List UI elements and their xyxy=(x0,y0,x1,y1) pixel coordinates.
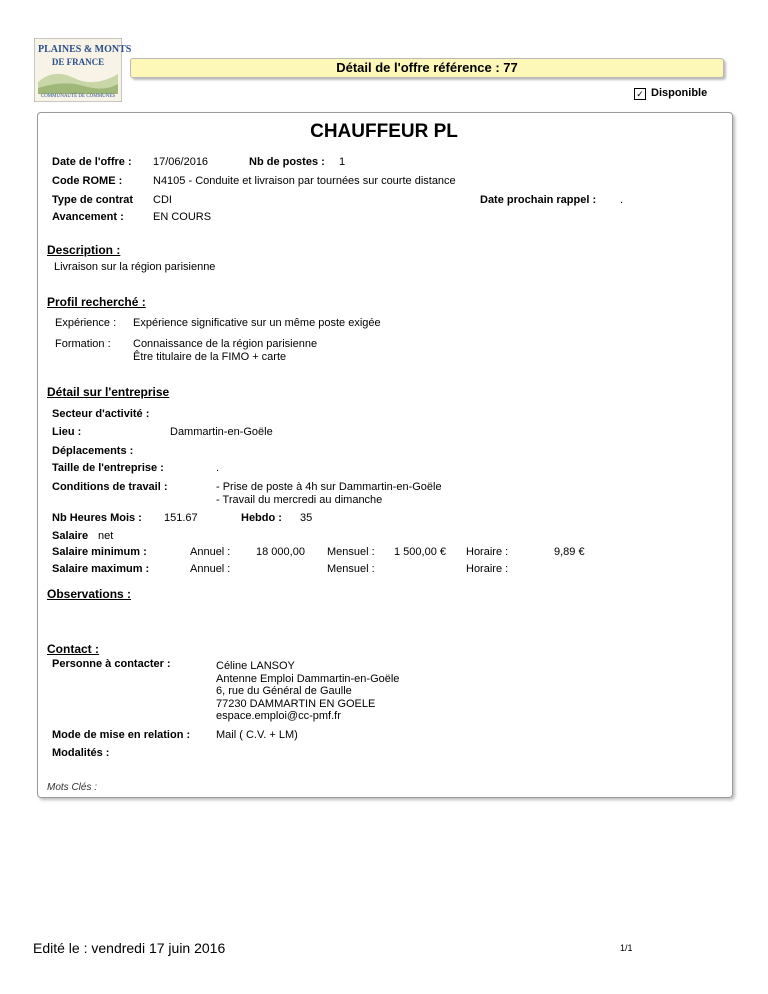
formation-label: Formation : xyxy=(55,338,111,350)
description-heading: Description : xyxy=(47,243,121,257)
modalites-label: Modalités : xyxy=(52,747,110,759)
job-title: CHAUFFEUR PL xyxy=(310,121,458,142)
salaire-max-label: Salaire maximum : xyxy=(52,563,150,575)
personne-label: Personne à contacter : xyxy=(52,658,171,670)
max-horaire-label: Horaire : xyxy=(466,563,509,575)
min-mensuel-label: Mensuel : xyxy=(327,546,375,558)
hebdo-value: 35 xyxy=(300,512,313,524)
offer-reference-title: Détail de l'offre référence : 77 xyxy=(130,58,724,78)
logo-text-line3: COMMUNAUTÉ DE COMMUNES xyxy=(40,94,116,99)
date-value: 17/06/2016 xyxy=(153,156,209,168)
deplacements-label: Déplacements : xyxy=(52,445,134,457)
lieu-value: Dammartin-en-Goële xyxy=(170,426,273,438)
community-logo xyxy=(34,38,132,102)
description-text: Livraison sur la région parisienne xyxy=(54,261,216,273)
contract-value: CDI xyxy=(153,194,172,206)
observations-heading: Observations : xyxy=(47,587,132,601)
salaire-type: net xyxy=(98,530,114,542)
checkbox-icon: ✓ xyxy=(634,88,646,100)
conditions-value: - Prise de poste à 4h sur Dammartin-en-Goële - Travail du mercredi au dimanche xyxy=(216,481,442,506)
conditions-label: Conditions de travail : xyxy=(52,481,168,493)
postes-label: Nb de postes : xyxy=(249,156,325,168)
min-horaire-value: 9,89 € xyxy=(554,546,585,558)
min-horaire-label: Horaire : xyxy=(466,546,509,558)
rappel-label: Date prochain rappel : xyxy=(480,194,597,206)
heures-label: Nb Heures Mois : xyxy=(52,512,142,524)
experience-label: Expérience : xyxy=(55,317,117,329)
taille-value: . xyxy=(216,462,220,474)
secteur-label: Secteur d'activité : xyxy=(52,408,150,420)
edited-date: Edité le : vendredi 17 juin 2016 xyxy=(33,940,226,956)
avancement-label: Avancement : xyxy=(52,211,124,223)
formation-value: Connaissance de la région parisienne Être titulaire de la FIMO + carte xyxy=(133,338,318,363)
rome-label: Code ROME : xyxy=(52,175,123,187)
max-annuel-label: Annuel : xyxy=(190,563,231,575)
hebdo-label: Hebdo : xyxy=(241,512,282,524)
status-label: Disponible xyxy=(651,87,708,99)
personne-value: Céline LANSOY Antenne Emploi Dammartin-en-Goële 6, rue du Général de Gaulle 77230 DAMMARTIN EN GOELE espace.emploi@cc-pmf.fr xyxy=(216,660,400,722)
logo-text-line2: DE FRANCE xyxy=(51,57,105,67)
contract-label: Type de contrat xyxy=(52,194,134,206)
mode-value: Mail ( C.V. + LM) xyxy=(216,729,298,741)
contact-heading: Contact : xyxy=(47,642,99,656)
experience-value: Expérience significative sur un même poste exigée xyxy=(133,317,381,329)
max-mensuel-label: Mensuel : xyxy=(327,563,375,575)
salaire-min-label: Salaire minimum : xyxy=(52,546,147,558)
min-annuel-label: Annuel : xyxy=(190,546,231,558)
rappel-value: . xyxy=(620,194,624,206)
min-annuel-value: 18 000,00 xyxy=(256,546,305,558)
rome-value: N4105 - Conduite et livraison par tournées sur courte distance xyxy=(153,175,456,187)
page-number: 1/1 xyxy=(620,943,633,953)
min-mensuel-value: 1 500,00 € xyxy=(394,546,446,558)
postes-value: 1 xyxy=(339,156,346,168)
date-label: Date de l'offre : xyxy=(52,156,132,168)
logo-text-line1: PLAINES & MONTS xyxy=(38,44,132,55)
mots-cles-label: Mots Clés : xyxy=(47,782,98,793)
salaire-label: Salaire xyxy=(52,530,89,542)
profil-heading: Profil recherché : xyxy=(47,295,146,309)
lieu-label: Lieu : xyxy=(52,426,82,438)
avancement-value: EN COURS xyxy=(153,211,212,223)
taille-label: Taille de l'entreprise : xyxy=(52,462,164,474)
entreprise-heading: Détail sur l'entreprise xyxy=(47,385,170,399)
heures-value: 151.67 xyxy=(164,512,198,524)
mode-label: Mode de mise en relation : xyxy=(52,729,191,741)
